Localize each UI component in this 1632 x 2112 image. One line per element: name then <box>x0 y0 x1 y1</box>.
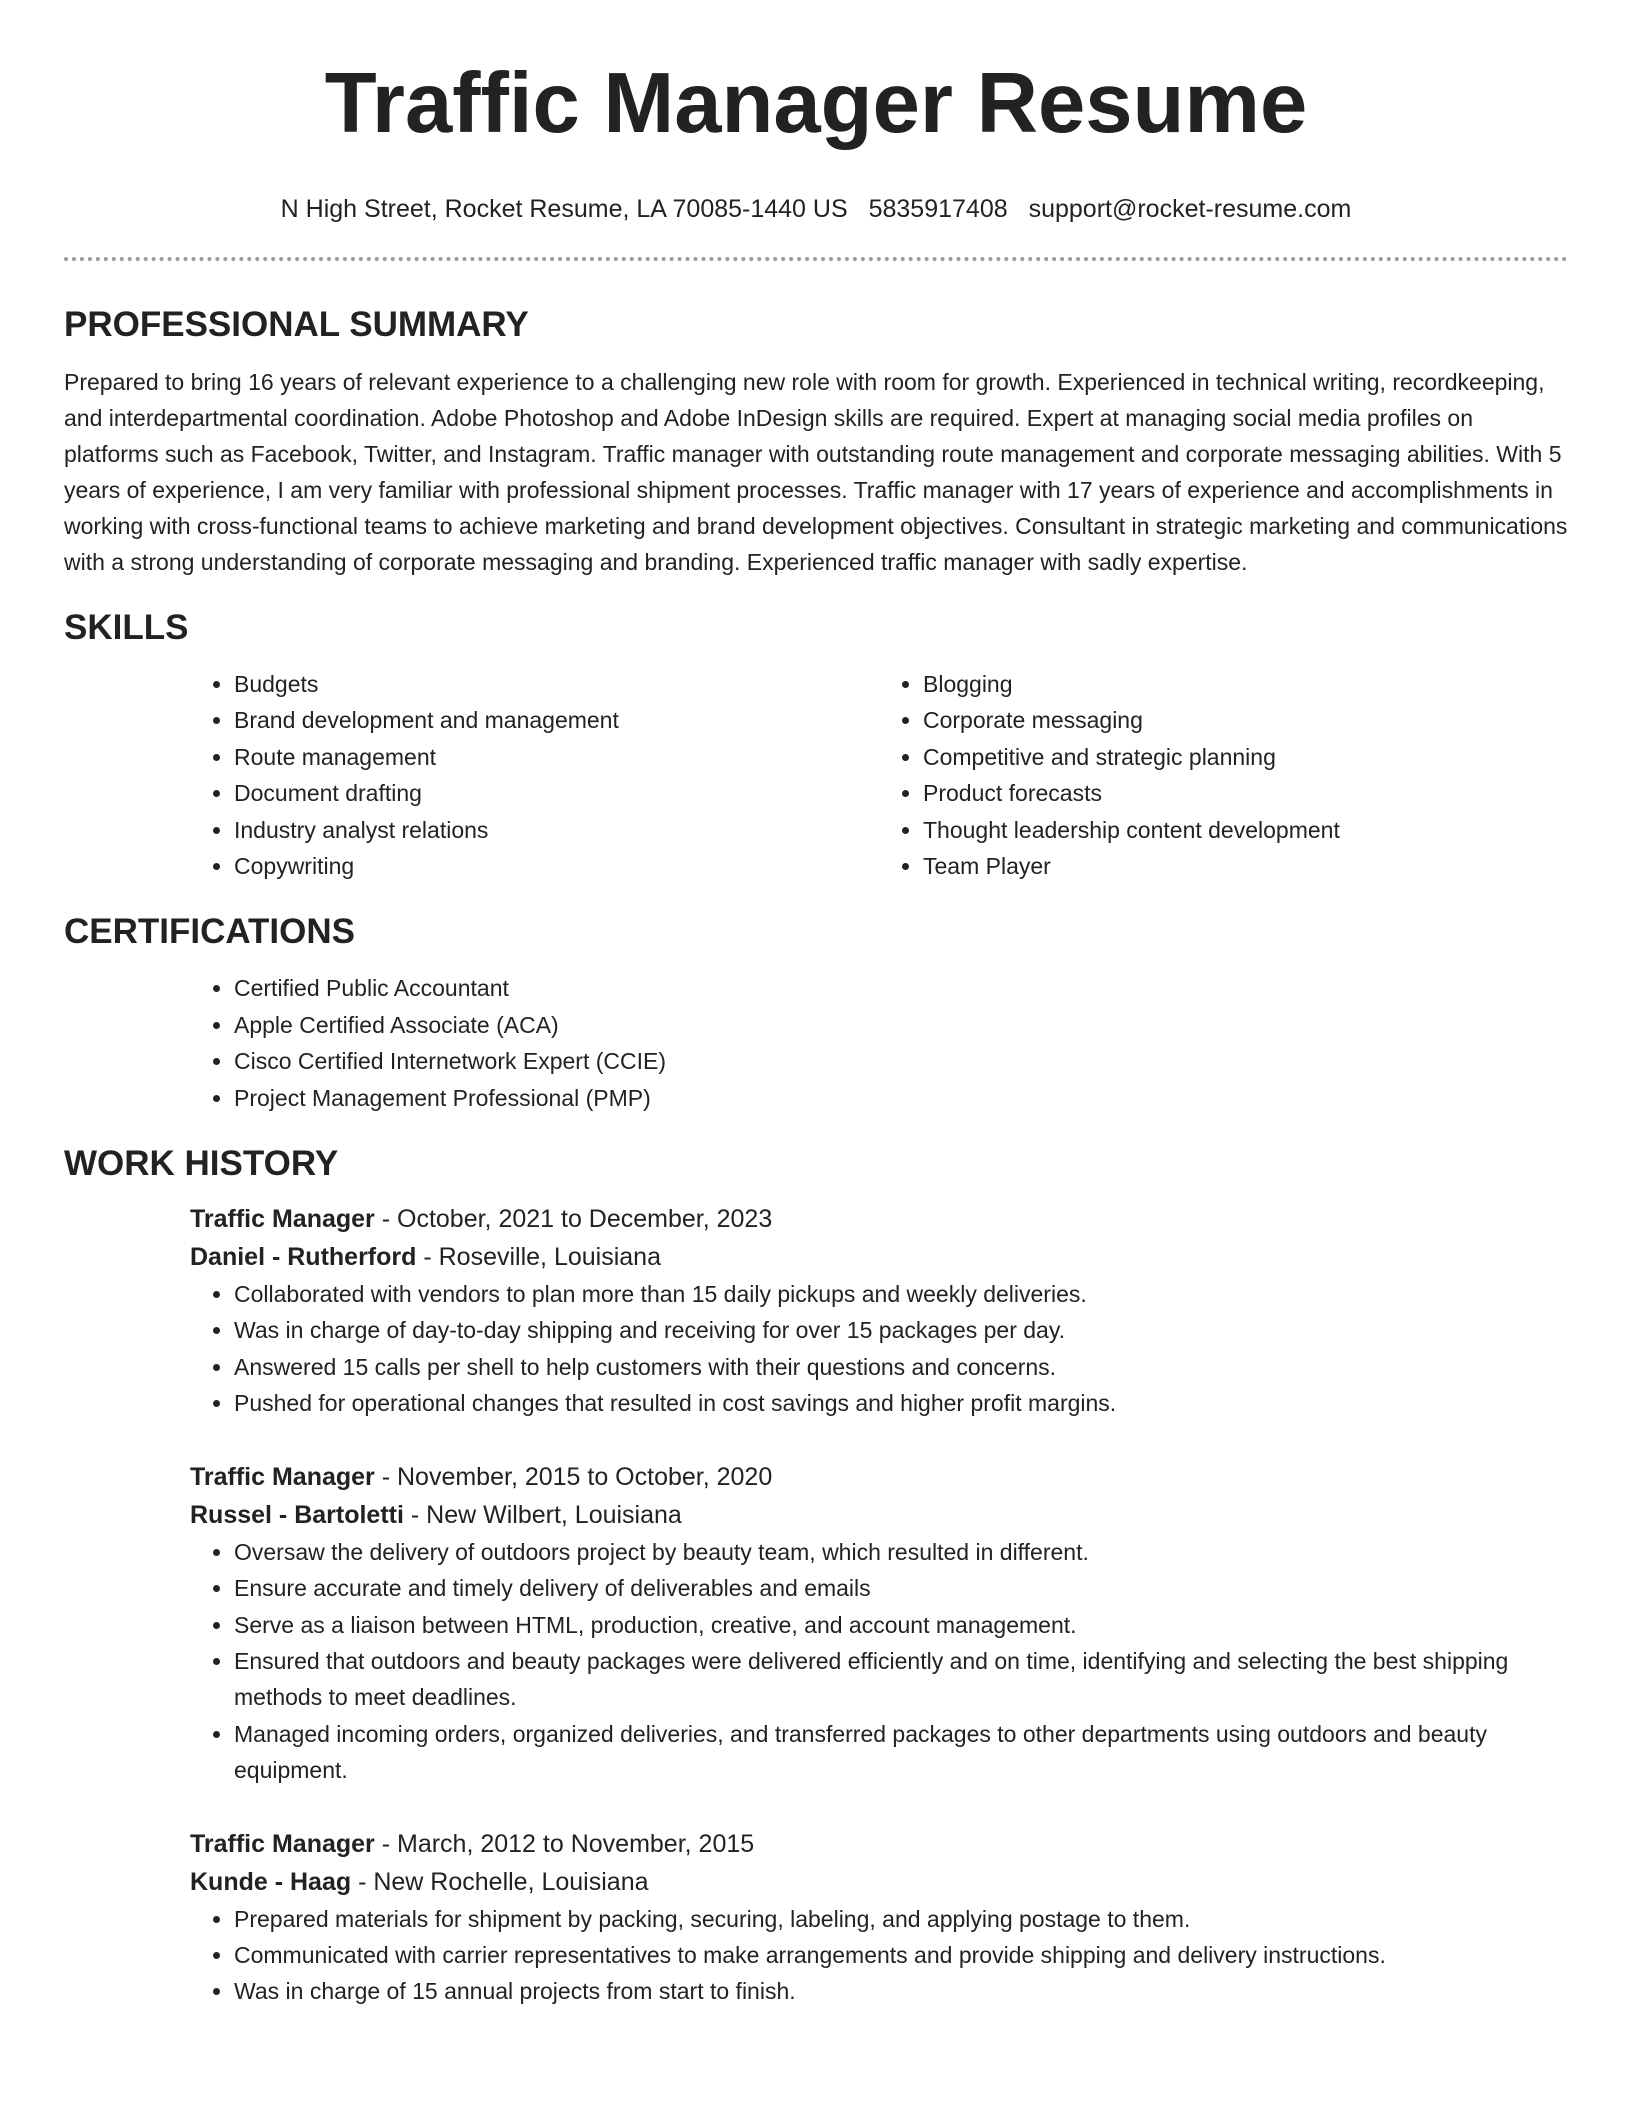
skills-column-right <box>879 666 1568 884</box>
job-dates: - March, 2012 to November, 2015 <box>374 1829 755 1858</box>
job-dates: - November, 2015 to October, 2020 <box>374 1462 773 1491</box>
skill-item: • Corporate messaging <box>923 702 1568 738</box>
job-title-line <box>190 1200 1568 1238</box>
job-title: Traffic Manager <box>190 1462 375 1491</box>
job-company: Daniel - Rutherford <box>190 1243 417 1272</box>
work-history-heading: WORK HISTORY <box>64 1144 339 1184</box>
page-title: Traffic Manager Resume <box>324 56 1308 151</box>
skill-item: • Route management <box>234 739 879 775</box>
summary-heading: PROFESSIONAL SUMMARY <box>64 305 529 344</box>
contact-address: N High Street, Rocket Resume, LA 70085-1440 US <box>280 195 848 223</box>
job-bullets <box>190 1901 1568 2010</box>
certification-item: • Certified Public Accountant <box>234 970 1568 1006</box>
job-entry <box>190 1458 1568 1789</box>
job-bullet: • Serve as a liaison between HTML, production, creative, and account management. <box>234 1607 1568 1643</box>
job-location: - Roseville, Louisiana <box>416 1243 661 1272</box>
job-bullet: • Answered 15 calls per shell to help customers with their questions and concerns. <box>234 1349 1568 1385</box>
skill-item: • Competitive and strategic planning <box>923 739 1568 775</box>
job-entry <box>190 1825 1568 2010</box>
certifications-list <box>190 970 1568 1116</box>
contact-email: support@rocket-resume.com <box>1028 195 1352 223</box>
skills-heading: SKILLS <box>64 608 189 647</box>
job-title: Traffic Manager <box>190 1205 375 1234</box>
job-bullet: • Ensure accurate and timely delivery of deliverables and emails <box>234 1570 1568 1606</box>
job-location: - New Wilbert, Louisiana <box>403 1500 682 1529</box>
certifications-bullets <box>190 970 1568 1116</box>
job-dates: - October, 2021 to December, 2023 <box>374 1205 773 1234</box>
contact-line <box>64 194 1568 224</box>
skill-item: • Industry analyst relations <box>234 812 879 848</box>
job-bullet: • Managed incoming orders, organized deliveries, and transferred packages to other departments using outdoors and beauty equipment. <box>234 1716 1568 1789</box>
skill-item: • Product forecasts <box>923 775 1568 811</box>
job-company-line <box>190 1496 1568 1534</box>
skill-item: • Document drafting <box>234 775 879 811</box>
job-bullet: • Communicated with carrier representatives to make arrangements and provide shipping and delivery instructions. <box>234 1937 1568 1973</box>
resume-page <box>64 0 1568 2010</box>
skill-item: • Blogging <box>923 666 1568 702</box>
job-bullet: • Pushed for operational changes that resulted in cost savings and higher profit margins. <box>234 1385 1568 1421</box>
job-title: Traffic Manager <box>190 1829 375 1858</box>
skill-item: • Thought leadership content development <box>923 812 1568 848</box>
contact-phone: 5835917408 <box>868 195 1008 223</box>
job-bullet: • Oversaw the delivery of outdoors project by beauty team, which resulted in different. <box>234 1534 1568 1570</box>
summary-text: Prepared to bring 16 years of relevant experience to a challenging new role with room for growth. Experienced in technical writing, recordkeeping, and interdepartmental coordination. Adobe Photoshop and Adobe InDesign skills are required. Expert at managing social media profiles on platforms such as Facebook, Twitter, and Instagram. Traffic manager with outstanding route management and corporate messaging abilities. With 5 years of experience, I am very familiar with professional shipment processes. Traffic manager with 17 years of experience and accomplishments in working with cross-functional teams to achieve marketing and brand development objectives. Consultant in strategic marketing and communications with a strong understanding of corporate messaging and branding. Experienced traffic manager with sadly expertise. <box>64 369 1568 575</box>
job-bullet: • Prepared materials for shipment by packing, securing, labeling, and applying postage to them. <box>234 1901 1568 1937</box>
job-bullet: • Was in charge of day-to-day shipping and receiving for over 15 packages per day. <box>234 1312 1568 1348</box>
skill-item: • Team Player <box>923 848 1568 884</box>
job-title-line <box>190 1825 1568 1863</box>
job-bullet: • Collaborated with vendors to plan more than 15 daily pickups and weekly deliveries. <box>234 1276 1568 1312</box>
job-company-line <box>190 1238 1568 1276</box>
job-title-line <box>190 1458 1568 1496</box>
header-divider <box>64 257 1568 261</box>
skills-column-left <box>190 666 879 884</box>
skill-item: • Budgets <box>234 666 879 702</box>
job-location: - New Rochelle, Louisiana <box>351 1867 649 1896</box>
job-bullet: • Ensured that outdoors and beauty packages were delivered efficiently and on time, identifying and selecting the best shipping methods to meet deadlines. <box>234 1643 1568 1716</box>
job-company: Russel - Bartoletti <box>190 1500 404 1529</box>
job-bullets <box>190 1276 1568 1422</box>
certifications-heading: CERTIFICATIONS <box>64 912 356 952</box>
job-entry <box>190 1200 1568 1422</box>
job-company: Kunde - Haag <box>190 1867 352 1896</box>
certification-item: • Apple Certified Associate (ACA) <box>234 1007 1568 1043</box>
job-bullet: • Was in charge of 15 annual projects from start to finish. <box>234 1973 1568 2009</box>
skill-item: • Brand development and management <box>234 702 879 738</box>
skill-item: • Copywriting <box>234 848 879 884</box>
job-company-line <box>190 1863 1568 1901</box>
skills-list <box>190 666 1568 884</box>
certification-item: • Cisco Certified Internetwork Expert (CCIE) <box>234 1043 1568 1079</box>
certification-item: • Project Management Professional (PMP) <box>234 1080 1568 1116</box>
job-bullets <box>190 1534 1568 1789</box>
